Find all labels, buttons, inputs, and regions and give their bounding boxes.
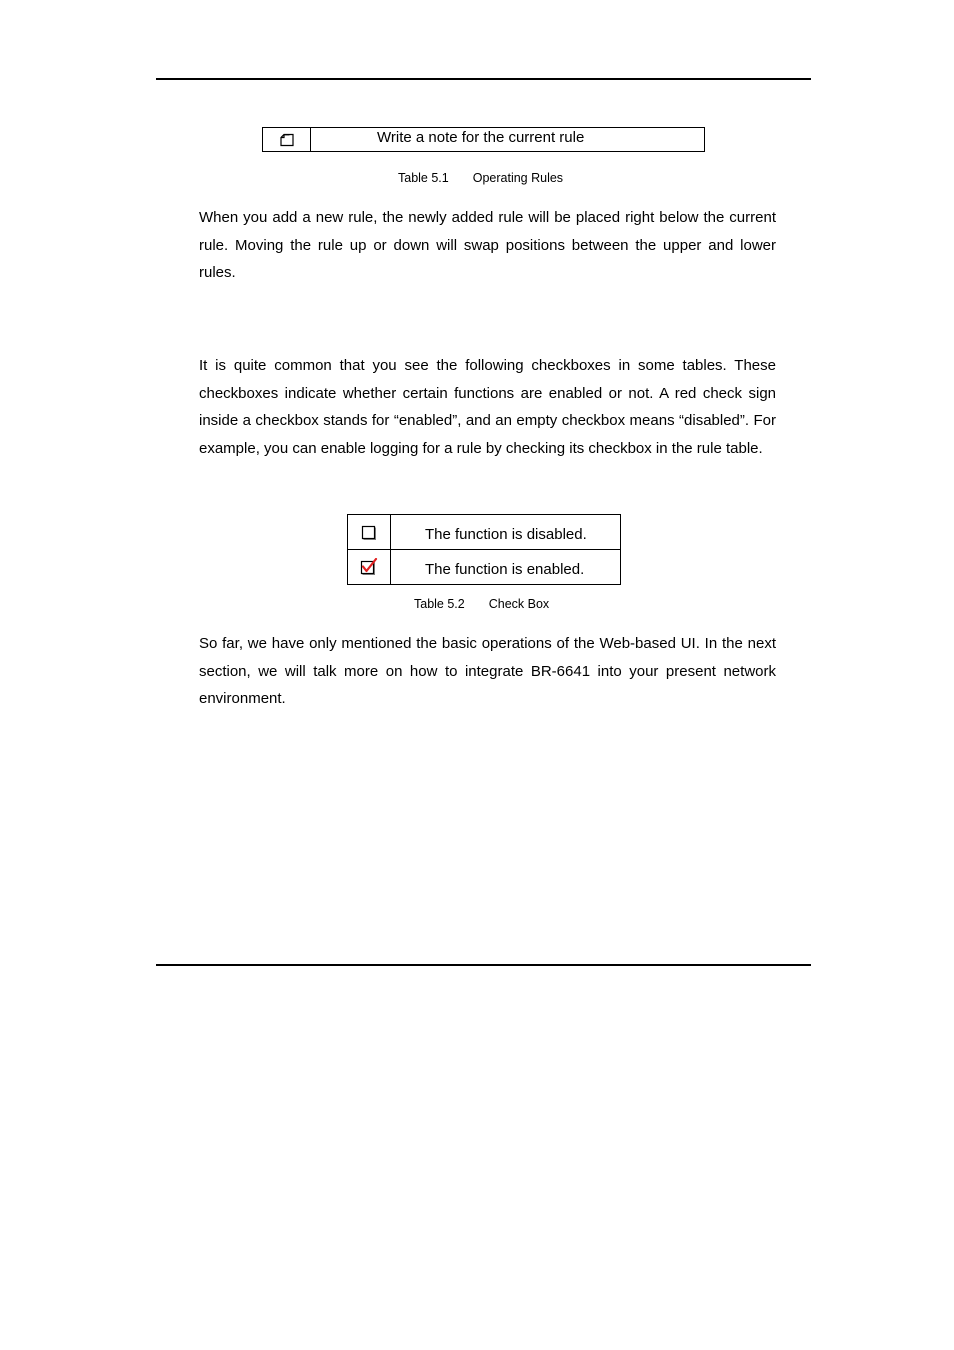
footer-divider: [156, 964, 811, 966]
body-paragraph: So far, we have only mentioned the basic operations of the Web-based UI. In the next section, we will talk more on how to integrate BR-6641 into your present network environment.: [199, 635, 776, 708]
table-row: [348, 550, 621, 585]
empty-checkbox-icon: [361, 525, 377, 541]
caption-number: Table 5.2: [414, 597, 465, 611]
body-paragraph: It is quite common that you see the following checkboxes in some tables. These checkboxes indicate whether certain functions are enabled or not. A red check sign inside a checkbox stands for “enabled”, and an empty checkbox means “disabled”. For example, you can enable logging for a rule by checking its checkbox in the rule table.: [199, 357, 776, 457]
caption-number: Table 5.1: [398, 171, 449, 185]
checkbox-description: The function is disabled.: [391, 515, 621, 550]
checkbox-icon-cell: [348, 515, 391, 550]
note-icon: [279, 133, 295, 147]
caption-title: Operating Rules: [472, 171, 564, 185]
body-paragraph: When you add a new rule, the newly added rule will be placed right below the current rule. Moving the rule up or down will swap positions between the upper and lower rules.: [199, 209, 776, 282]
table-caption: [398, 171, 563, 185]
caption-title: Check Box: [488, 597, 550, 611]
checkbox-icon-cell: [348, 550, 391, 585]
table-row: [348, 515, 621, 550]
note-icon-cell: [263, 128, 311, 152]
note-table: [262, 127, 705, 152]
table-row: [263, 128, 705, 152]
checkbox-description: The function is enabled.: [391, 550, 621, 585]
checkbox-table: [347, 514, 621, 585]
header-divider: [156, 78, 811, 80]
note-description: Write a note for the current rule: [311, 128, 705, 152]
table-caption: [414, 597, 549, 611]
checked-checkbox-icon: [360, 558, 378, 576]
